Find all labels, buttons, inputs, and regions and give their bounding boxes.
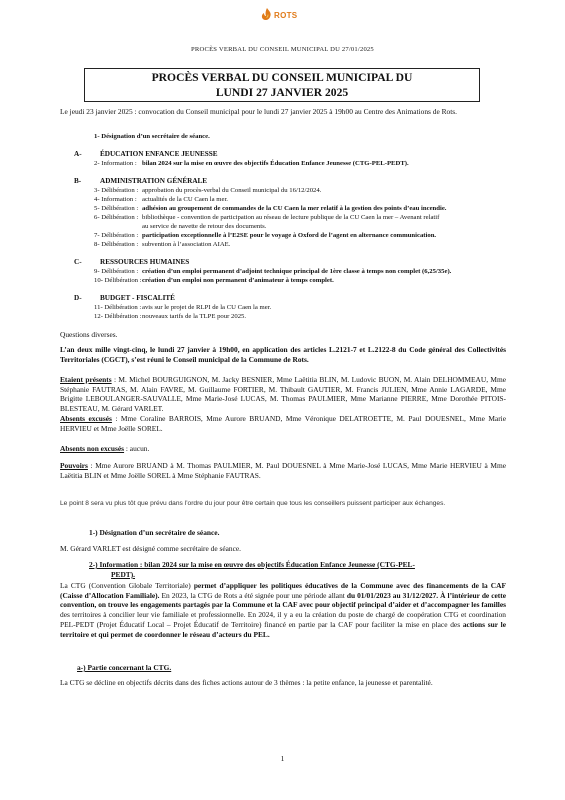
presents-text: : M. Michel BOURGUIGNON, M. Jacky BESNIER, Mme Laëtitia BLIN, M. Ludovic BUON, M. Alain DELHOMMEAU, Mme Stéphanie FAUTRAS, M. Alain FAVRE, M. Guillaume FORTIER, M. Thibault GAUTIER, M. Francis JULIEN, Mme Annie LAGARDE, Mme Brigitte LEBOULANGER-SAUVALLE, Mme Marie-José LUCAS, M. Thomas PAULMIER, Mme Marianne PIERRE, Mme Dorothée PITOIS-BLESTEAU, M. Gérard VARLET. [60,375,506,414]
agenda-item-10 [94,277,334,285]
agenda-item-num: 9- Délibération : [94,268,139,275]
non-excuses-paragraph [60,444,149,454]
excuses-paragraph [60,414,506,433]
agenda-item-6 [94,214,439,222]
p1-part-bold: actions sur le territoire et qui permet de coordonner le réseau d’acteurs du PEL. [60,619,506,639]
agenda-item-num: 8- Délibération : [94,241,139,248]
agenda-item-desc: bibliothèque - convention de participation au réseau de lecture publique de la CU Caen la mer – Avenant relatif [142,214,440,221]
section-label: ADMINISTRATION GÉNÉRALE [100,177,208,185]
pouvoirs-paragraph [60,461,506,480]
section-label: RESSOURCES HUMAINES [100,258,190,266]
agenda-item-desc: au service de navette de retour des documents. [142,223,267,230]
agenda-item-num: 2- Information : [94,160,137,167]
section-2-heading [89,560,505,579]
excuses-label: Absents excusés [60,414,112,423]
agenda-item-desc: adhésion au groupement de commandes de la CU Caen la mer relatif à la gestion des points d’eau incendie. [142,205,447,212]
agenda-section-d [74,294,175,303]
section-2a-heading: a-) Partie concernant la CTG. [77,663,172,672]
section-label: ÉDUCATION ENFANCE JEUNESSE [100,150,218,158]
document-title [84,68,480,102]
section-letter: A- [74,150,82,158]
agenda-item-num: 7- Délibération : [94,232,139,239]
agenda-item-num: 12- Délibération : [94,313,142,320]
agenda-item-1: 1- Désignation d’un secrétaire de séance. [94,133,210,140]
agenda-item-6-continued [94,223,266,231]
agenda-item-desc: création d’un emploi non permanent d’animateur à temps complet. [142,277,334,284]
section-label: BUDGET - FISCALITÉ [100,294,175,302]
agenda-item-num: 11- Délibération : [94,304,142,311]
flame-logo-icon [261,8,273,22]
agenda-item-num: 5- Délibération : [94,205,139,212]
intro-paragraph: Le jeudi 23 janvier 2025 : convocation du Conseil municipal pour le lundi 27 janvier 2025 à 19h00 au Centre des Animations de Rots. [60,107,457,116]
agenda-item-12 [94,313,246,321]
title-line-2: LUNDI 27 JANVIER 2025 [215,85,349,99]
agenda-section-c [74,258,189,267]
running-header: PROCÈS VERBAL DU CONSEIL MUNICIPAL DU 27/01/2025 [191,46,374,53]
section-2-heading-line1: 2-) Information : bilan 2024 sur la mise en œuvre des objectifs Éducation Enfance Jeunesse (CTG-PEL- [89,560,415,569]
pouvoirs-text: : Mme Aurore BRUAND à M. Thomas PAULMIER, M. Paul DOUESNEL à Mme Marie-José LUCAS, Mme Marie HERVIEU à Mme Laëtitia BLIN et Mme Joëlle SOREL à Mme Stéphanie FAUTRAS. [60,461,506,480]
agenda-item-3 [94,187,321,195]
agenda-item-desc: avis sur le projet de RLPI de la CU Caen la mer. [142,304,272,311]
questions-diverses: Questions diverses. [60,330,118,339]
p1-part: En 2023, la CTG de Rots a été signée pour une période allant [159,590,347,600]
page-number: 1 [280,754,285,763]
agenda-item-num: 4- Information : [94,196,137,203]
p1-part-bold: permet d’appliquer les politiques éducatives de la Commune avec des financements de la CAF (Caisse d’Allocation Familiale). [60,581,506,600]
title-line-1: PROCÈS VERBAL DU CONSEIL MUNICIPAL DU [151,71,413,84]
agenda-item-desc: nouveaux tarifs de la TLPE pour 2025. [142,313,247,320]
agenda-item-2 [94,160,409,168]
agenda-section-a [74,150,218,159]
agenda-item-desc: création d’un emploi permanent d’adjoint technique principal de 1ère classe à temps non complet (6,25/35e). [142,268,452,275]
agenda-item-4 [94,196,228,204]
agenda-item-desc: participation exceptionnelle à l’E2SE pour le voyage à Oxford de l’agent en alternance communication. [142,232,437,239]
agenda-item-num: 6- Délibération : [94,214,139,221]
agenda-item-num: 3- Délibération : [94,187,139,194]
rots-logo [257,6,317,42]
excuses-text: : Mme Coraline BARROIS, Mme Aurore BRUAND, Mme Véronique DELATROETTE, M. Paul DOUESNEL, Mme Marie HERVIEU et Mme Joëlle SOREL. [60,414,506,433]
section-letter: D- [74,294,82,302]
section-1-heading [89,528,219,538]
non-excuses-label: Absents non excusés [60,444,125,453]
section-2-paragraph [60,581,506,639]
section-letter: C- [74,258,82,266]
agenda-item-desc: approbation du procès-verbal du Conseil municipal du 16/12/2024. [142,187,322,194]
section-2a-paragraph: La CTG se décline en objectifs décrits dans des fiches actions autour de 3 thèmes : la petite enfance, la jeunesse et parentalité. [60,678,433,687]
agenda-item-desc: subvention à l’association AIAE. [142,241,231,248]
pouvoirs-label: Pouvoirs [60,461,88,470]
logo-text: ROTS [274,11,298,20]
point8-note: Le point 8 sera vu plus tôt que prévu dans l’ordre du jour pour être certain que tous les conseillers puissent participer aux échanges. [60,500,446,507]
p1-part: des territoires à concilier leur vie familiale et professionnelle. En 2024, il y a eu la création du poste de chargé de coopération CTG et coordination PEL-PEDT (Projet Éducatif Local – Projet Éducatif de Territoire) financé en partie par la CAF pour faciliter la mise en place des [60,610,506,629]
agenda-item-num: 10- Délibération : [94,277,142,284]
agenda-item-8 [94,241,230,249]
section-2-heading-line2: PEDT). [111,569,136,579]
p1-part: La CTG (Convention Globale Territoriale) [60,581,194,590]
section-letter: B- [74,177,82,185]
section-1-text: M. Gérard VARLET est désigné comme secrétaire de séance. [60,544,242,553]
agenda-item-desc: bilan 2024 sur la mise en œuvre des objectifs Éducation Enfance Jeunesse (CTG-PEL-PEDT). [142,160,409,167]
presents-label: Etaient présents [60,375,112,384]
agenda-section-b [74,177,207,186]
p1-part-bold: du 01/01/2023 au 31/12/2027. À l’intérieur de cette convention, on trouve les engagements partagés par la Commune et la CAF avec pour objectif principal d’aider et d’accompagner les familles [60,590,506,610]
opening-paragraph: L’an deux mille vingt-cinq, le lundi 27 janvier à 19h00, en application des articles L.2121-7 et L.2122-8 du Code général des Collectivités Territoriales (CGCT), s’est réuni le Conseil municipal de la Commune de Rots. [60,345,506,364]
non-excuses-text: : aucun. [124,444,150,453]
agenda-item-9 [94,268,451,276]
agenda-item-11 [94,304,271,312]
section-1-heading-text: 1-) Désignation d’un secrétaire de séance. [89,528,220,537]
agenda-item-desc: actualités de la CU Caen la mer. [142,196,228,203]
agenda-item-5 [94,205,446,213]
presents-paragraph [60,375,506,414]
agenda-item-7 [94,232,436,240]
